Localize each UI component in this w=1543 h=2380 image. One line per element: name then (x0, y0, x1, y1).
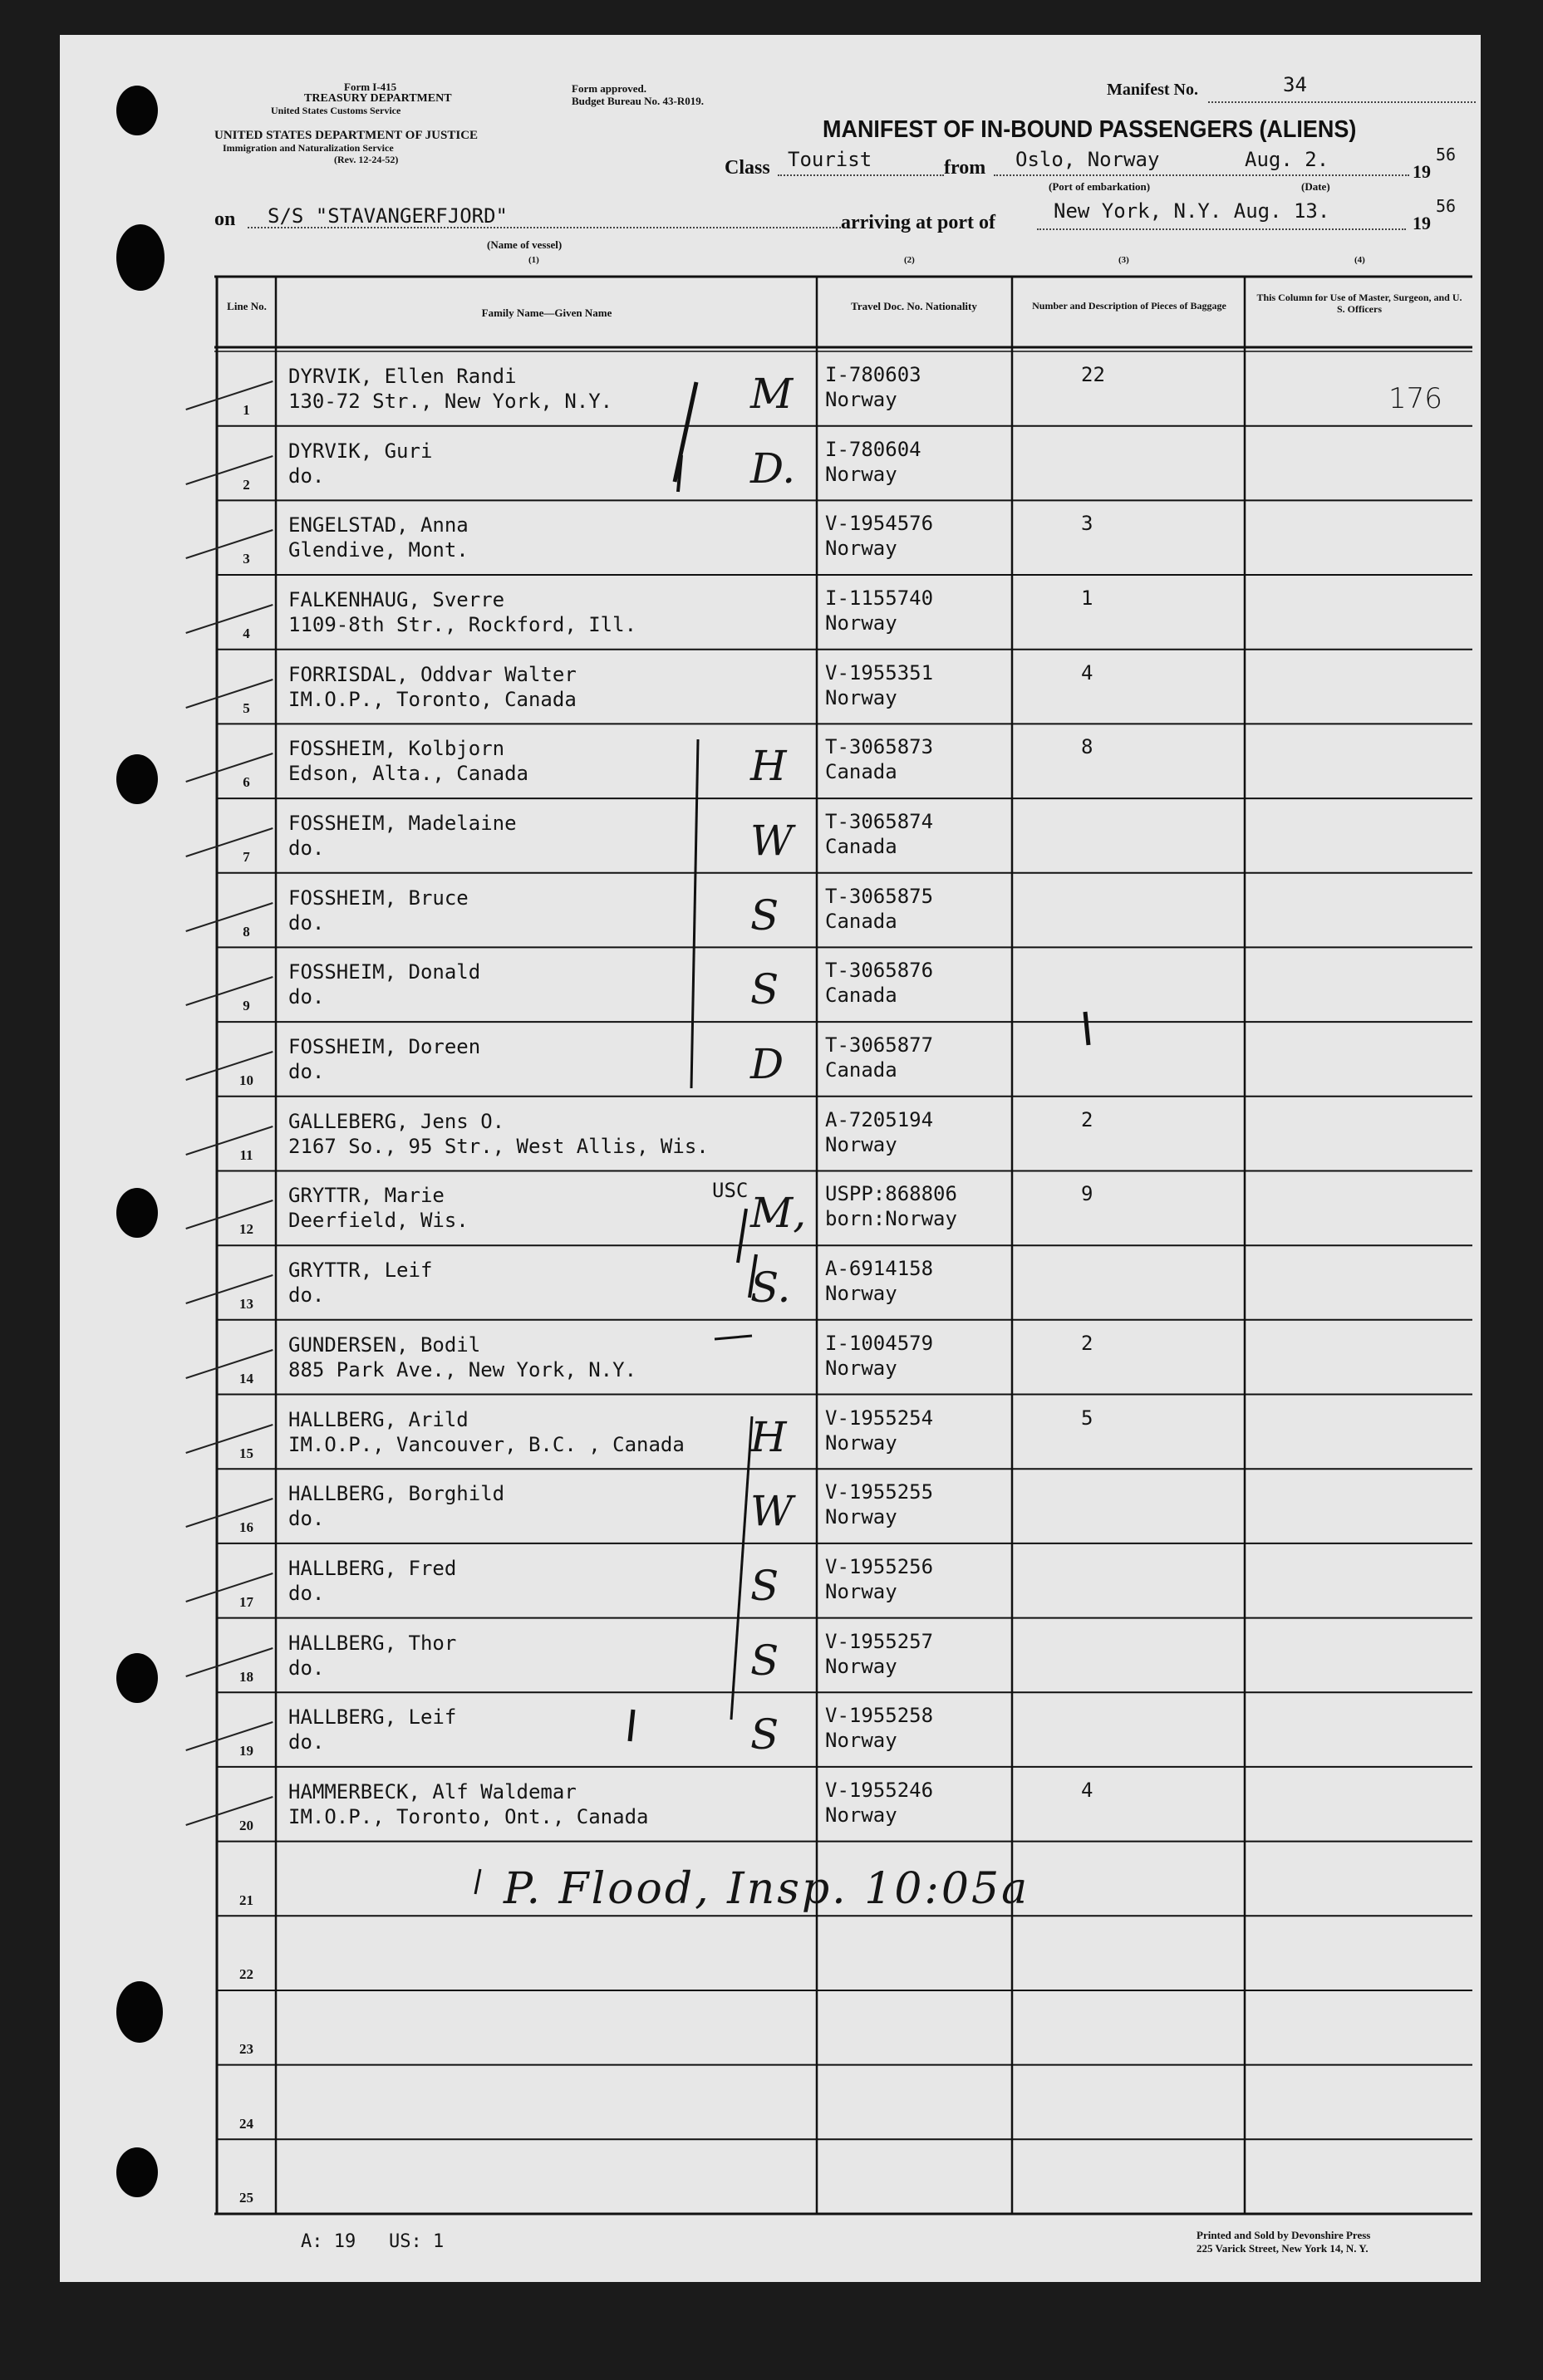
passenger-name: HALLBERG, Arild (288, 1407, 469, 1431)
travel-doc-number: I-1004579 (825, 1331, 934, 1355)
travel-doc-number: V-1955254 (825, 1406, 934, 1430)
line-number: 20 (239, 1817, 253, 1833)
header-line-no: Line No. (227, 300, 267, 312)
line-number: 3 (243, 551, 250, 567)
nationality: Canada (825, 1058, 897, 1082)
line-number: 19 (239, 1743, 253, 1759)
passenger-address: do. (288, 1507, 325, 1531)
arrival-port: New York, N.Y. Aug. 13. (1054, 199, 1330, 223)
passenger-address: 2167 So., 95 Str., West Allis, Wis. (288, 1134, 709, 1158)
status-mark: S (750, 1561, 779, 1610)
nationality: Norway (825, 1654, 897, 1678)
baggage-count: 22 (1081, 363, 1105, 386)
status-mark: S. (750, 1264, 791, 1313)
line-number: 24 (239, 2115, 253, 2132)
passenger-address: do. (288, 985, 325, 1009)
revision-date: (Rev. 12-24-52) (334, 154, 399, 165)
travel-doc-number: T-3065876 (825, 959, 934, 983)
passenger-name: FOSSHEIM, Donald (288, 960, 481, 984)
passenger-name: HALLBERG, Fred (288, 1556, 457, 1580)
nationality: Norway (825, 388, 897, 411)
status-mark: S (750, 965, 779, 1014)
manifest-title: MANIFEST OF IN-BOUND PASSENGERS (ALIENS) (823, 116, 1357, 143)
nationality: Norway (825, 1579, 897, 1603)
passenger-name: FORRISDAL, Oddvar Walter (288, 662, 577, 686)
manifest-number: 34 (1283, 73, 1307, 96)
status-mark: D (750, 1040, 784, 1089)
passenger-name: FOSSHEIM, Bruce (288, 886, 469, 910)
passenger-address: 130-72 Str., New York, N.Y. (288, 390, 613, 413)
line-number: 9 (243, 998, 250, 1014)
line-number: 16 (239, 1519, 253, 1536)
line-number: 17 (239, 1593, 253, 1610)
line-number: 1 (243, 402, 250, 418)
status-mark: S (750, 891, 779, 940)
column-number-2: (2) (904, 255, 915, 265)
nationality: Norway (825, 685, 897, 709)
line-number: 22 (239, 1966, 253, 1983)
embarkation-port: Oslo, Norway (1015, 148, 1160, 171)
arriving-label: arriving at port of (841, 212, 995, 233)
travel-doc-number: V-1954576 (825, 512, 934, 536)
nationality: Norway (825, 537, 897, 561)
form-number: Form I-415 (344, 81, 397, 93)
header-travel-doc: Travel Doc. No. Nationality (851, 300, 977, 312)
officer-note: 176 (1388, 382, 1442, 415)
line-number: 18 (239, 1668, 253, 1685)
date-caption: (Date) (1301, 180, 1330, 193)
status-mark: M (750, 370, 794, 418)
passenger-name: HALLBERG, Leif (288, 1705, 457, 1730)
passenger-name: HALLBERG, Borghild (288, 1482, 505, 1506)
travel-doc-number: V-1955257 (825, 1629, 934, 1653)
passenger-address: Glendive, Mont. (288, 538, 469, 562)
travel-doc-number: A-7205194 (825, 1107, 934, 1131)
passenger-address: do. (288, 1283, 325, 1308)
departure-year-prefix: 19 (1413, 161, 1431, 182)
class-value: Tourist (788, 148, 872, 171)
passenger-name: GRYTTR, Marie (288, 1184, 445, 1208)
baggage-count: 3 (1081, 512, 1093, 536)
manifest-number-label: Manifest No. (1107, 81, 1198, 99)
baggage-count: 2 (1081, 1331, 1093, 1355)
departure-year: 56 (1436, 145, 1457, 164)
passenger-address: do. (288, 1060, 325, 1084)
class-label: Class (725, 157, 770, 179)
status-mark: M, (750, 1189, 807, 1238)
inspector-signature: P. Flood, Insp. 10:05a (504, 1864, 1030, 1914)
travel-doc-number: I-1155740 (825, 586, 934, 611)
passenger-address: IM.O.P., Vancouver, B.C. , Canada (288, 1432, 685, 1456)
passenger-address: Edson, Alta., Canada (288, 762, 528, 786)
from-label: from (944, 157, 986, 179)
travel-doc-number: A-6914158 (825, 1257, 934, 1281)
treasury-dept: TREASURY DEPARTMENT (304, 92, 452, 105)
line-number: 25 (239, 2190, 253, 2206)
justice-dept: UNITED STATES DEPARTMENT OF JUSTICE (214, 129, 479, 142)
line-number: 11 (239, 1146, 253, 1163)
nationality: Norway (825, 462, 897, 486)
nationality: Canada (825, 760, 897, 784)
nationality: Norway (825, 1505, 897, 1529)
nationality: Norway (825, 1282, 897, 1306)
passenger-name: FOSSHEIM, Doreen (288, 1035, 481, 1059)
baggage-count: 9 (1081, 1182, 1093, 1206)
form-approved: Form approved. (572, 82, 647, 95)
nationality: Canada (825, 835, 897, 859)
header-officers: This Column for Use of Master, Surgeon, and U. S. Officers (1256, 292, 1462, 315)
passenger-address: 1109-8th Str., Rockford, Ill. (288, 613, 637, 637)
status-mark: H (750, 742, 787, 791)
travel-doc-number: V-1955256 (825, 1554, 934, 1578)
column-number-4: (4) (1354, 255, 1365, 265)
line-number: 6 (243, 774, 250, 791)
status-mark: S (750, 1636, 779, 1685)
nationality: Canada (825, 909, 897, 933)
passenger-name: DYRVIK, Guri (288, 439, 433, 463)
passenger-name: HALLBERG, Thor (288, 1631, 457, 1655)
line-number: 10 (239, 1072, 253, 1089)
travel-doc-number: V-1955258 (825, 1704, 934, 1728)
passenger-address: do. (288, 1656, 325, 1680)
travel-doc-number: T-3065874 (825, 810, 934, 834)
baggage-count: 4 (1081, 660, 1093, 685)
arrival-year: 56 (1436, 196, 1457, 216)
passenger-name: HAMMERBECK, Alf Waldemar (288, 1779, 577, 1803)
departure-date: Aug. 2. (1245, 148, 1329, 171)
usc-note: USC (712, 1179, 749, 1203)
header-baggage: Number and Description of Pieces of Baggage (1032, 300, 1226, 312)
nationality: Norway (825, 1356, 897, 1380)
nationality: Canada (825, 984, 897, 1008)
line-number: 15 (239, 1445, 253, 1461)
nationality: Norway (825, 1430, 897, 1455)
line-number: 12 (239, 1221, 253, 1238)
travel-doc-number: USPP:868806 (825, 1182, 957, 1206)
passenger-address: do. (288, 1581, 325, 1605)
status-mark: H (750, 1412, 787, 1461)
printer-line-2: 225 Varick Street, New York 14, N. Y. (1197, 2242, 1369, 2255)
column-number-3: (3) (1118, 255, 1129, 265)
passenger-name: ENGELSTAD, Anna (288, 513, 469, 537)
header-family-name: Family Name—Given Name (481, 307, 612, 319)
nationality: Norway (825, 1729, 897, 1753)
baggage-count: 5 (1081, 1406, 1093, 1430)
nationality: Norway (825, 611, 897, 635)
status-mark: W (750, 817, 794, 866)
travel-doc-number: I-780603 (825, 363, 921, 386)
vessel-name: S/S "STAVANGERFJORD" (268, 204, 508, 228)
nationality: Norway (825, 1803, 897, 1827)
line-number: 14 (239, 1370, 253, 1386)
line-number: 23 (239, 2040, 253, 2057)
travel-doc-number: T-3065873 (825, 735, 934, 759)
status-mark: S (750, 1710, 779, 1759)
passenger-address: do. (288, 1730, 325, 1754)
printer-line-1: Printed and Sold by Devonshire Press (1197, 2229, 1371, 2241)
travel-doc-number: I-780604 (825, 437, 921, 461)
customs-service: United States Customs Service (271, 105, 401, 116)
line-number: 7 (243, 849, 250, 866)
travel-doc-number: V-1955246 (825, 1778, 934, 1802)
ins-service: Immigration and Naturalization Service (223, 142, 394, 154)
passenger-name: FOSSHEIM, Madelaine (288, 812, 517, 836)
passenger-address: do. (288, 910, 325, 935)
vessel-caption: (Name of vessel) (487, 238, 563, 251)
passenger-name: FOSSHEIM, Kolbjorn (288, 737, 505, 761)
line-number: 13 (239, 1296, 253, 1313)
passenger-address: do. (288, 464, 325, 488)
passenger-name: GRYTTR, Leif (288, 1259, 433, 1283)
baggage-count: 8 (1081, 735, 1093, 759)
arrival-year-prefix: 19 (1413, 213, 1431, 233)
passenger-name: FALKENHAUG, Sverre (288, 588, 505, 612)
status-mark: W (750, 1487, 794, 1536)
port-embarkation-caption: (Port of embarkation) (1049, 180, 1151, 193)
travel-doc-number: T-3065875 (825, 884, 934, 908)
column-number-1: (1) (528, 255, 539, 265)
passenger-address: IM.O.P., Toronto, Ont., Canada (288, 1804, 649, 1828)
line-number: 8 (243, 923, 250, 940)
on-label: on (214, 209, 236, 230)
line-number: 4 (243, 626, 250, 642)
passenger-address: 885 Park Ave., New York, N.Y. (288, 1357, 637, 1381)
baggage-count: 4 (1081, 1778, 1093, 1802)
travel-doc-number: V-1955255 (825, 1480, 934, 1504)
baggage-count: 2 (1081, 1107, 1093, 1131)
line-number: 2 (243, 476, 250, 493)
passenger-name: DYRVIK, Ellen Randi (288, 365, 517, 388)
footer-tally: A: 19 US: 1 (301, 2231, 445, 2252)
passenger-name: GUNDERSEN, Bodil (288, 1332, 481, 1357)
nationality: born:Norway (825, 1207, 957, 1231)
passenger-address: IM.O.P., Toronto, Canada (288, 687, 577, 711)
passenger-address: Deerfield, Wis. (288, 1209, 469, 1233)
passenger-address: do. (288, 837, 325, 861)
budget-bureau: Budget Bureau No. 43-R019. (572, 95, 705, 107)
status-mark: D. (750, 444, 796, 493)
line-number: 21 (239, 1892, 253, 1908)
passenger-name: GALLEBERG, Jens O. (288, 1109, 505, 1133)
line-number: 5 (243, 699, 250, 716)
travel-doc-number: V-1955351 (825, 660, 934, 685)
travel-doc-number: T-3065877 (825, 1033, 934, 1058)
nationality: Norway (825, 1132, 897, 1156)
baggage-count: 1 (1081, 586, 1093, 611)
